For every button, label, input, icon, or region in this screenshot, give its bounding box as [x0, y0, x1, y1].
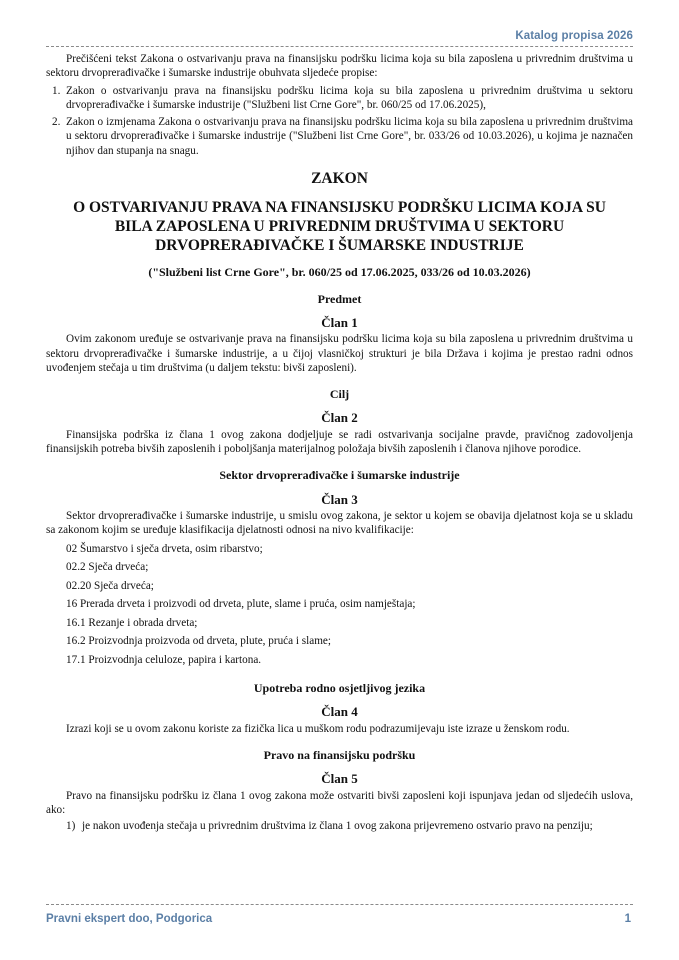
article-text: Izrazi koji se u ovom zakonu koriste za fizička lica u muškom rodu podrazumijevaju iste izraze u ženskom rodu. [66, 722, 570, 735]
section-heading: Cilj [329, 387, 350, 402]
article-text: Pravo na finansijsku podršku iz člana 1 ovog zakona može ostvariti bivši zaposleni koji ispunjava jedan od sljedećih uslova, ako: [46, 789, 633, 816]
publisher-name: Pravni ekspert doo, Podgorica [46, 913, 213, 925]
article-number: Član 5 [321, 771, 358, 787]
section-heading: Upotreba rodno osjetljivog jezika [253, 681, 426, 696]
page-number: 1 [624, 913, 631, 925]
section-heading: Sektor drvoprerađivačke i šumarske industrije [219, 468, 460, 483]
article-text: Sektor drvoprerađivačke i šumarske industrije, u smislu ovog zakona, je sektor u kojem se obavija djelatnost koja se u skladu sa zakonom kojim se uređuje klasifikacija djelatnosti odnosi na nivo kvalifikacije: [46, 509, 633, 537]
condition-item [46, 819, 633, 833]
activity-codes-list [46, 540, 633, 670]
activity-code: 16.2 Proizvodnja proizvoda od drveta, plute, pruća i slame; [66, 635, 332, 648]
article-number: Član 3 [321, 491, 358, 507]
list-item [46, 84, 633, 113]
article-text: Finansijska podrška iz člana 1 ovog zakona dodjeljuje se radi ostvarivanja socijalne pravde, pravičnog zadovoljenja finansijskih potreba bivših zaposlenih i poboljšanja materijalnog položaja bivših zaposlenih i članova njihove porodice. [46, 428, 633, 456]
regulations-list [46, 84, 633, 158]
intro-paragraph: Prečišćeni tekst Zakona o ostvarivanju prava na finansijsku podršku licima koja su bila zaposlena u privrednim društvima u sektoru drvoprerađivačke i šumarske industrije obuhvata sljedeće propise: [46, 53, 633, 80]
article-number: Član 2 [321, 410, 358, 426]
section-heading: Predmet [317, 291, 362, 306]
law-title: ZAKON [311, 170, 368, 188]
gazette-reference: ("Službeni list Crne Gore", br. 060/25 od 17.06.2025, 033/26 od 10.03.2026) [148, 265, 531, 280]
catalog-title: Katalog propisa 2026 [515, 30, 633, 42]
page-header [46, 30, 633, 47]
page-footer [46, 904, 633, 929]
law-subtitle: O OSTVARIVANJU PRAVA NA FINANSIJSKU PODRŠKU LICIMA KOJA SU BILA ZAPOSLENA U PRIVREDNIM DRUŠTVIMA U SEKTORU DRVOPRERAĐIVAČKE I ŠUMARSKE INDUSTRIJE [73, 199, 606, 255]
article-text: Ovim zakonom uređuje se ostvarivanje prava na finansijsku podršku licima koja su bila zaposlena u privrednim društvima u sektoru drvoprerađivačke i šumarske industrije, a u čijoj vlasničkoj strukturi je bila Država i kojima je prestao radni odnos uvođenjem stečaja u tim društvima (u daljem tekstu: bivši zaposleni). [46, 333, 633, 374]
activity-code: 02.2 Sječa drveća; [66, 561, 149, 574]
section-heading: Pravo na finansijsku podršku [263, 747, 416, 762]
activity-code: 16.1 Rezanje i obrada drveta; [66, 616, 198, 629]
document-body [46, 52, 633, 833]
article-number: Član 4 [321, 704, 358, 720]
list-item-number: 1. [52, 84, 61, 97]
condition-text: je nakon uvođenja stečaja u privrednim društvima iz člana 1 ovog zakona prijevremeno ostvario pravo na penziju; [82, 820, 593, 833]
list-item-number: 2. [52, 116, 61, 129]
activity-code: 17.1 Proizvodnja celuloze, papira i kartona. [66, 653, 262, 666]
activity-code: 02.20 Sječa drveća; [66, 579, 154, 592]
list-item [46, 115, 633, 158]
list-item-text: Zakon o ostvarivanju prava na finansijsku podršku licima koja su bila zaposlena u privrednim društvima u sektoru drvoprerađivačke i šumarske industrije ("Službeni list Crne Gore", br. 060/25 od 17.06.2025), [66, 84, 633, 111]
list-item-text: Zakon o izmjenama Zakona o ostvarivanju prava na finansijsku podršku licima koja su bila zaposlena u privrednim društvima u sektoru drvoprerađivačke i šumarske industrije ("Službeni list Crne Gore", br. 033/26 od 10.03.2026), u kojima je naznačen njihov dan stupanja na snagu. [66, 116, 633, 157]
activity-code: 02 Šumarstvo i sječa drveta, osim ribarstvo; [66, 542, 263, 555]
condition-number: 1) [66, 820, 76, 833]
article-number: Član 1 [321, 314, 358, 330]
activity-code: 16 Prerada drveta i proizvodi od drveta, plute, slame i pruća, osim namještaja; [66, 598, 416, 611]
